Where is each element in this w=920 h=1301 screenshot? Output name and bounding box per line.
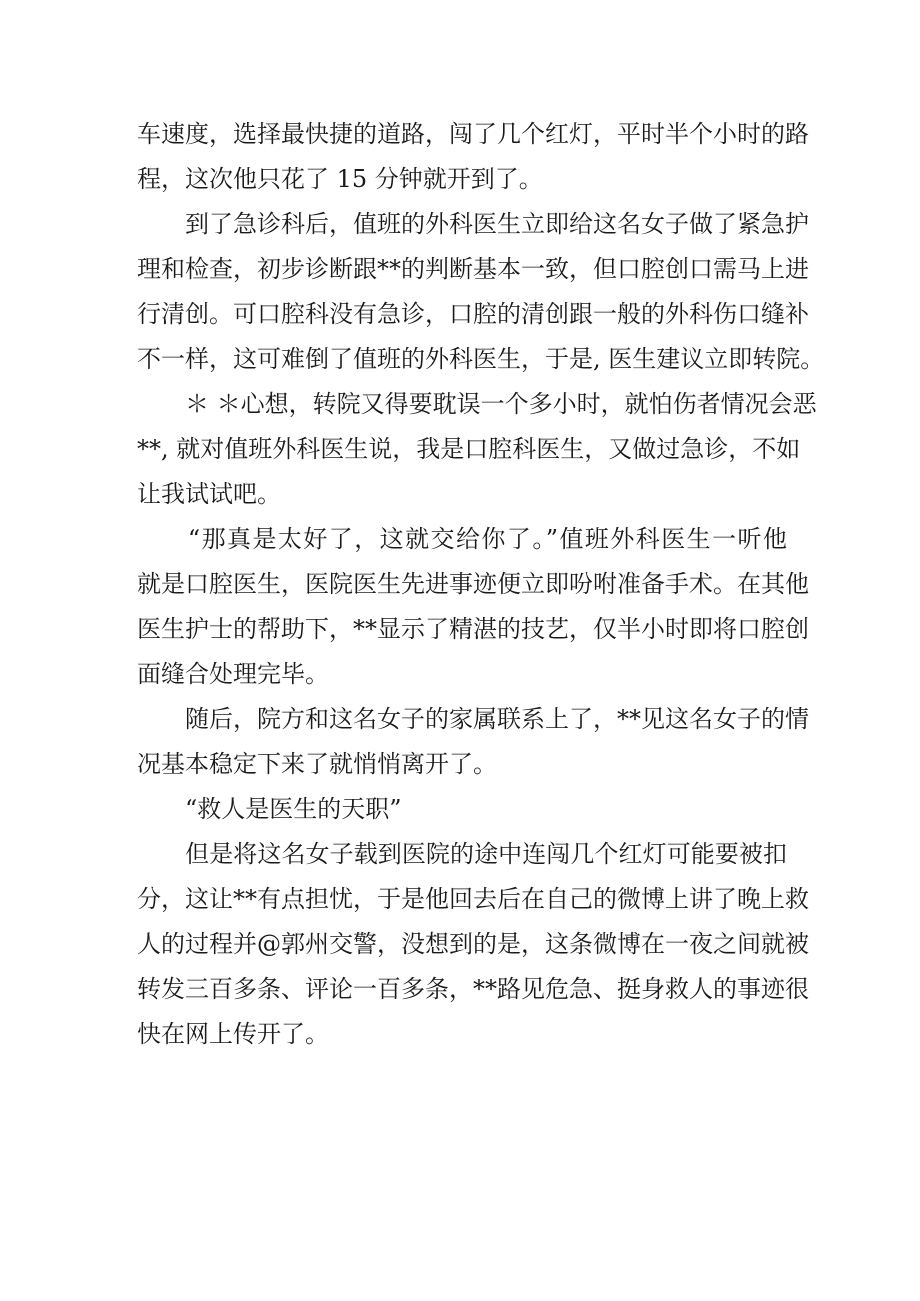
- text-line: 不一样，这可难倒了值班的外科医生，于是, 医生建议立即转院。: [137, 345, 825, 373]
- text-line: 转发三百多条、评论一百多条，**路见危急、挺身救人的事迹很: [137, 975, 809, 1003]
- text-line: 程，这次他只花了 15 分钟就开到了。: [137, 165, 543, 193]
- paragraph-3: [137, 382, 817, 517]
- text-line: 快在网上传开了。: [137, 1020, 329, 1048]
- text-line: 车速度，选择最快捷的道路，闯了几个红灯，平时半个小时的路: [137, 120, 809, 148]
- text-line: 人的过程并@郭州交警，没想到的是，这条微博在一夜之间就被: [137, 930, 809, 958]
- text-line: 行清创。可口腔科没有急诊，口腔的清创跟一般的外科伤口缝补: [137, 300, 809, 328]
- paragraph-4: [137, 517, 809, 697]
- text-line: 就是口腔医生，医院医生先进事迹便立即吩咐准备手术。在其他: [137, 570, 809, 598]
- text-line: “那真是太好了，这就交给你了。”值班外科医生一听他: [137, 525, 787, 553]
- text-line: 理和检查，初步诊断跟**的判断基本一致，但口腔创口需马上进: [137, 255, 809, 283]
- text-line: 况基本稳定下来了就悄悄离开了。: [137, 750, 497, 778]
- paragraph-5: [137, 697, 809, 787]
- section-heading-text: “救人是医生的天职”: [185, 795, 402, 823]
- text-line: 让我试试吧。: [137, 480, 281, 508]
- text-line: 随后，院方和这名女子的家属联系上了，**见这名女子的情: [137, 705, 809, 733]
- section-heading: [137, 787, 787, 832]
- text-line: 面缝合处理完毕。: [137, 660, 329, 688]
- paragraph-6: [137, 832, 809, 1057]
- text-line: 分，这让**有点担忧，于是他回去后在自己的微博上讲了晚上救: [137, 885, 809, 913]
- text-line: **, 就对值班外科医生说，我是口腔科医生，又做过急诊，不如: [137, 435, 801, 463]
- document-body: [137, 112, 825, 1057]
- text-line: ＊ ＊心想，转院又得要耽误一个多小时，就怕伤者情况会恶: [137, 390, 817, 418]
- text-line: 医生护士的帮助下，**显示了精湛的技艺，仅半小时即将口腔创: [137, 615, 809, 643]
- text-line: 到了急诊科后，值班的外科医生立即给这名女子做了紧急护: [137, 210, 809, 238]
- paragraph-2: [137, 202, 825, 382]
- text-line: 但是将这名女子载到医院的途中连闯几个红灯可能要被扣: [137, 840, 787, 868]
- paragraph-1: [137, 112, 809, 202]
